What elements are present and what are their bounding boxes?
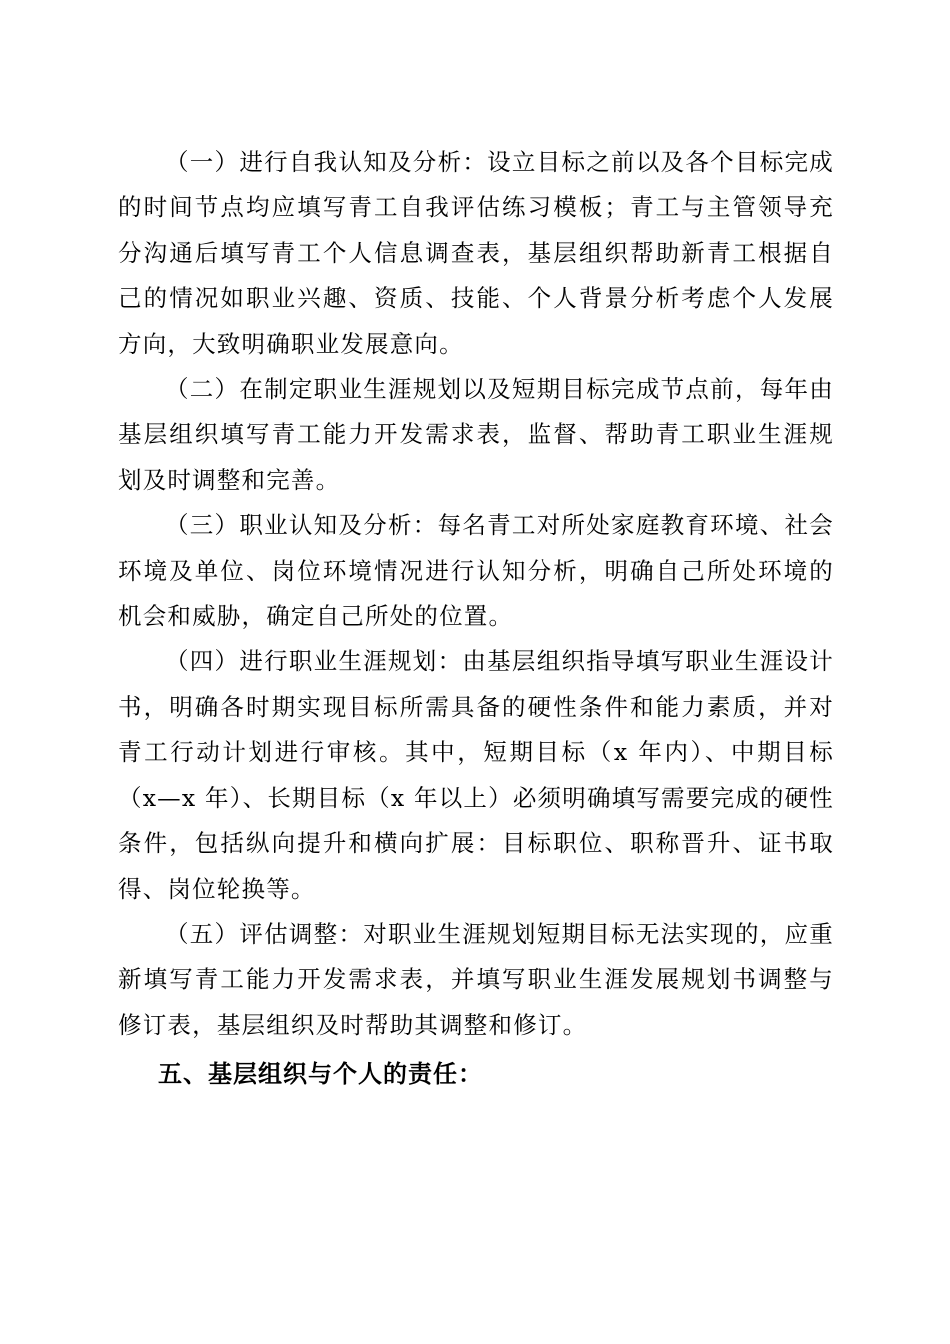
paragraph-2: （二）在制定职业生涯规划以及短期目标完成节点前，每年由基层组织填写青工能力开发需求表，监督、帮助青工职业生涯规划及时调整和完善。 <box>118 375 834 494</box>
paragraph-1: （一）进行自我认知及分析：设立目标之前以及各个目标完成的时间节点均应填写青工自我评估练习模板；青工与主管领导充分沟通后填写青工个人信息调查表，基层组织帮助新青工根据自己的情况如职业兴趣、资质、技能、个人背景分析考虑个人发展方向，大致明确职业发展意向。 <box>118 148 834 358</box>
document-body <box>118 140 834 1098</box>
paragraph-3: （三）职业认知及分析：每名青工对所处家庭教育环境、社会环境及单位、岗位环境情况进行认知分析，明确自己所处环境的机会和威胁，确定自己所处的位置。 <box>118 511 834 631</box>
paragraph-5: （五）评估调整：对职业生涯规划短期目标无法实现的，应重新填写青工能力开发需求表，并填写职业生涯发展规划书调整与修订表，基层组织及时帮助其调整和修订。 <box>118 919 834 1039</box>
section-heading: 五、基层组织与个人的责任： <box>158 1060 483 1089</box>
paragraph-4: （四）进行职业生涯规划：由基层组织指导填写职业生涯设计书，明确各时期实现目标所需具备的硬性条件和能力素质，并对青工行动计划进行审核。其中，短期目标（x 年内）、中期目标（x—x 年）、长期目标（x 年以上）必须明确填写需要完成的硬性条件，包括纵向提升和横向扩展：目标职位、职称晋升、证书取得、岗位轮换等。 <box>118 647 834 903</box>
